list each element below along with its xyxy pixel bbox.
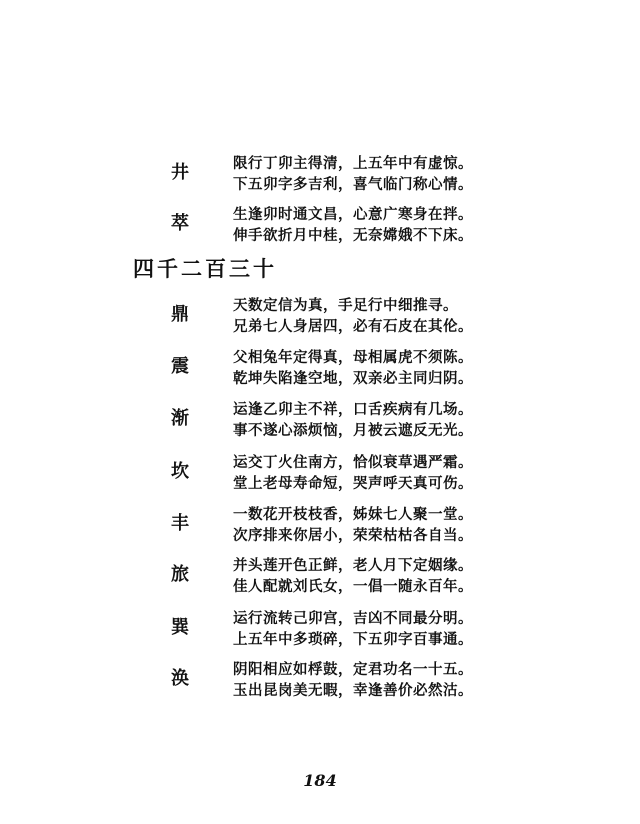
gua-name: 坎	[171, 461, 189, 482]
verse-line: 佳人配就刘氏女，一倡一随永百年。	[233, 578, 473, 595]
verse-line: 生逢卯时通文昌，心意广寒身在拌。	[233, 206, 473, 223]
verse-line: 天数定信为真，手足行中细推寻。	[233, 297, 458, 314]
entry-cui	[0, 206, 640, 260]
gua-name: 鼎	[171, 304, 189, 325]
verse-line: 玉出昆岗美无暇，幸逢善价必然沽。	[233, 682, 473, 699]
gua-name: 旅	[171, 564, 189, 585]
entry-huan	[0, 661, 640, 715]
entry-ding	[0, 297, 640, 351]
gua-name: 巽	[171, 617, 189, 638]
verse-line: 运逢乙卯主不祥，口舌疾病有几场。	[233, 401, 473, 418]
entry-jing	[0, 155, 640, 209]
gua-name: 丰	[171, 513, 189, 534]
verse-line: 兄弟七人身居四，必有石皮在其伦。	[233, 318, 473, 335]
verse-line: 伸手欲折月中桂，无奈嫦娥不下床。	[233, 227, 473, 244]
verse-line: 并头莲开色正鲜，老人月下定姻缘。	[233, 557, 473, 574]
entry-kan	[0, 454, 640, 508]
entry-xun	[0, 610, 640, 664]
verse-line: 事不遂心添烦恼，月被云遮反无光。	[233, 422, 473, 439]
gua-name: 萃	[171, 213, 189, 234]
gua-name: 渐	[171, 408, 189, 429]
verse-line: 运交丁火住南方，恰似衰草遇严霜。	[233, 454, 473, 471]
page-number: 184	[303, 771, 337, 790]
verse-line: 上五年中多琐碎，下五卯字百事通。	[233, 631, 473, 648]
verse-line: 父相兔年定得真，母相属虎不须陈。	[233, 349, 473, 366]
verse-line: 一数花开枝枝香，姊妹七人聚一堂。	[233, 506, 473, 523]
gua-name: 震	[171, 356, 189, 377]
verse-line: 运行流转己卯宫，吉凶不同最分明。	[233, 610, 473, 627]
gua-name: 涣	[171, 668, 189, 689]
verse-line: 阴阳相应如桴鼓，定君功名一十五。	[233, 661, 473, 678]
entry-lv	[0, 557, 640, 611]
verse-line: 次序排来你居小，荣荣枯枯各自当。	[233, 527, 473, 544]
entry-jian	[0, 401, 640, 455]
entry-zhen	[0, 349, 640, 403]
entry-feng	[0, 506, 640, 560]
section-heading: 四千二百三十	[133, 256, 277, 281]
verse-line: 下五卯字多吉利，喜气临门称心情。	[233, 176, 473, 193]
verse-line: 限行丁卯主得清，上五年中有虚惊。	[233, 155, 473, 172]
verse-line: 堂上老母寿命短，哭声呼天真可伤。	[233, 475, 473, 492]
gua-name: 井	[171, 162, 189, 183]
verse-line: 乾坤失陷逢空地，双亲必主同归阴。	[233, 370, 473, 387]
